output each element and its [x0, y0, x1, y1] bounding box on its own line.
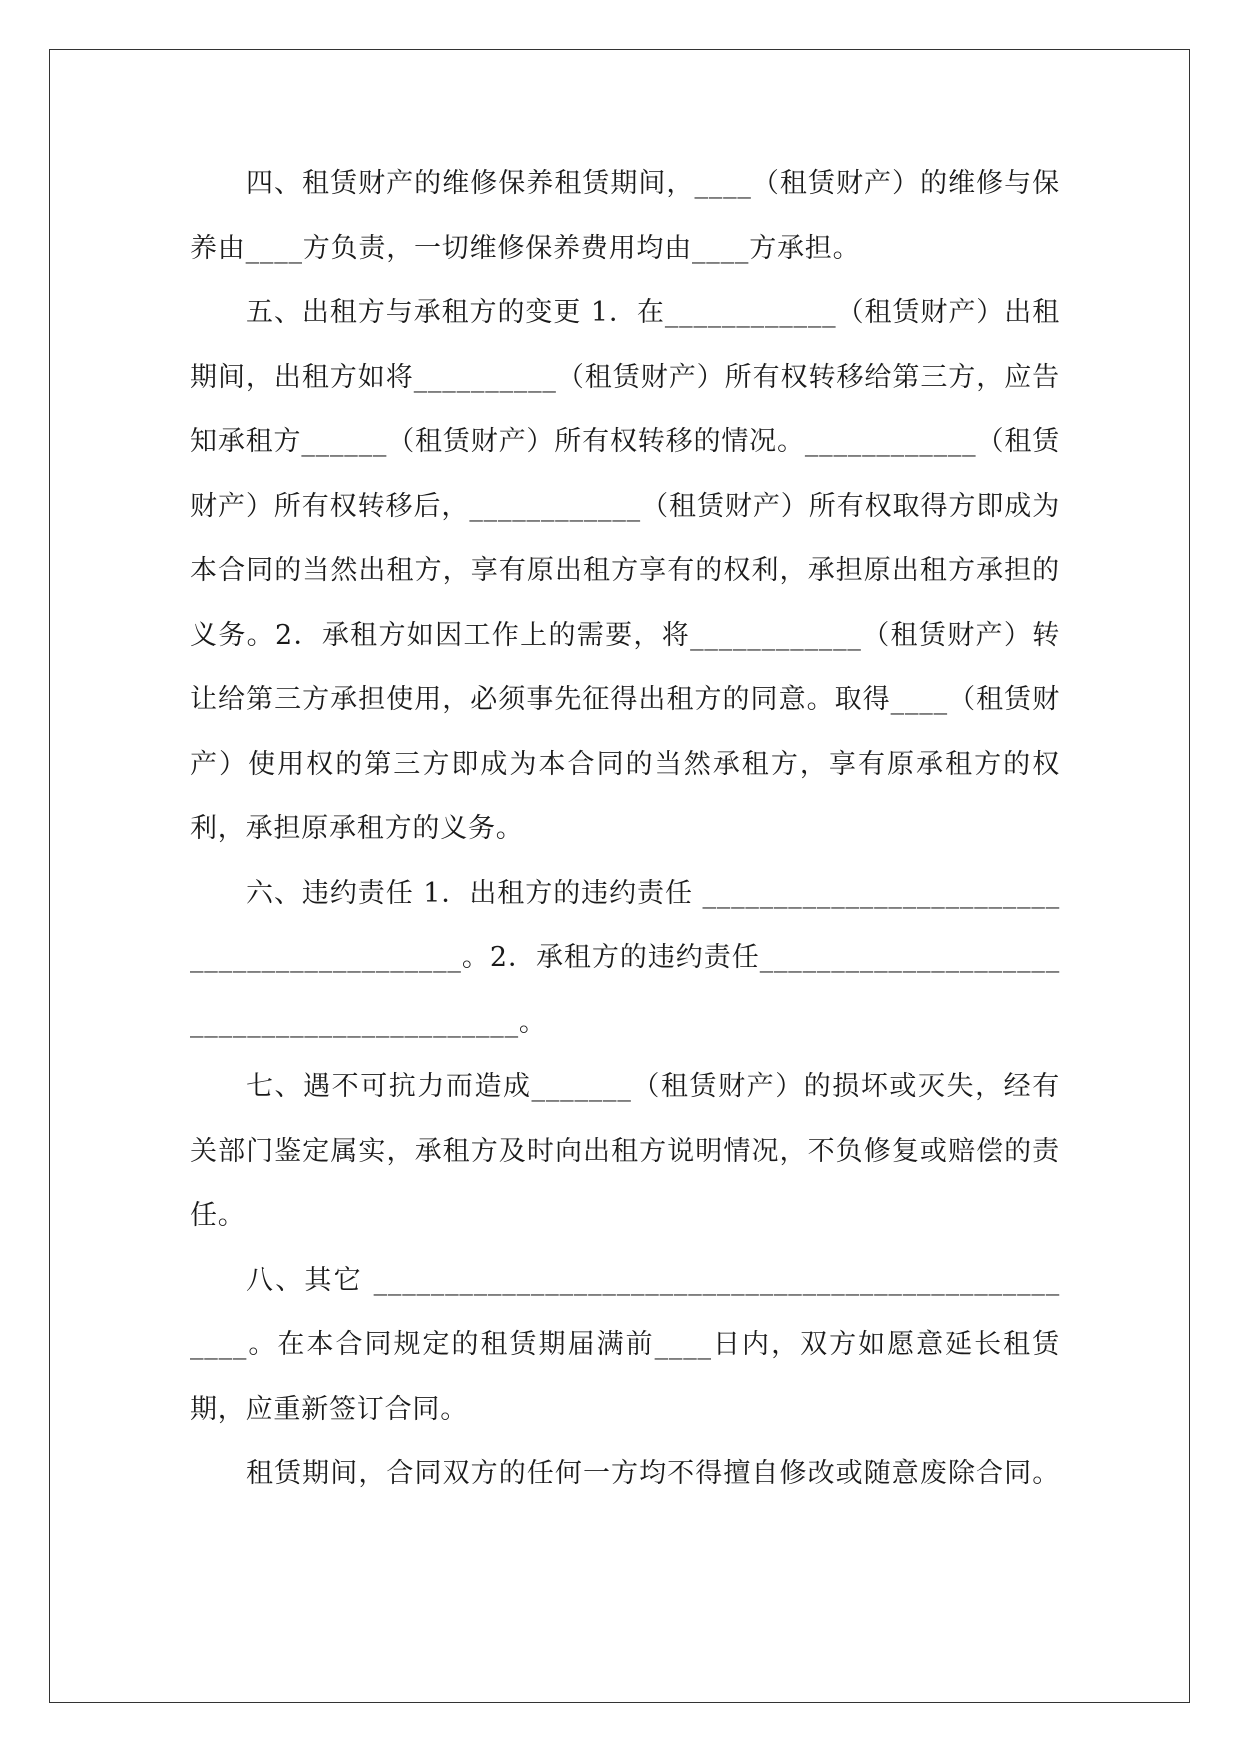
paragraph-no-unilateral-change: 租赁期间，合同双方的任何一方均不得擅自修改或随意废除合同。 [246, 1458, 1060, 1489]
paragraph-lessor-lessee-change: 五、出租方与承租方的变更 1．在____________（租赁财产）出租期间，出租方如将__________（租赁财产）所有权转移给第三方，应告知承租方______（租赁财产）所有权转移的情况。____________（租赁财产）所有权转移后，____________（租赁财产）所有权取得方即成为本合同的当然出租方，享有原出租方享有的权利，承担原出租方承担的义务。2．承租方如因工作上的需要，将____________（租赁财产）转让给第三方承担使用，必须事先征得出租方的同意。取得____（租赁财产）使用权的第三方即成为本合同的当然承租方，享有原承租方的权利，承担原承租方的义务。 [190, 297, 1060, 844]
document-body [190, 152, 1060, 1507]
paragraph-breach-liability: 六、违约责任 1．出租方的违约责任 ____________________________________________。2．承租方的违约责任____________________________________________。 [190, 877, 1060, 1038]
paragraph-other: 八、其它 ____________________________________________________。在本合同规定的租赁期届满前____日内，双方如愿意延长租赁期，应重新签订合同。 [190, 1264, 1060, 1425]
paragraph-maintenance: 四、租赁财产的维修保养租赁期间，____（租赁财产）的维修与保养由____方负责，一切维修保养费用均由____方承担。 [190, 168, 1060, 264]
paragraph-force-majeure: 七、遇不可抗力而造成_______（租赁财产）的损坏或灭失，经有关部门鉴定属实，承租方及时向出租方说明情况，不负修复或赔偿的责任。 [190, 1071, 1060, 1231]
